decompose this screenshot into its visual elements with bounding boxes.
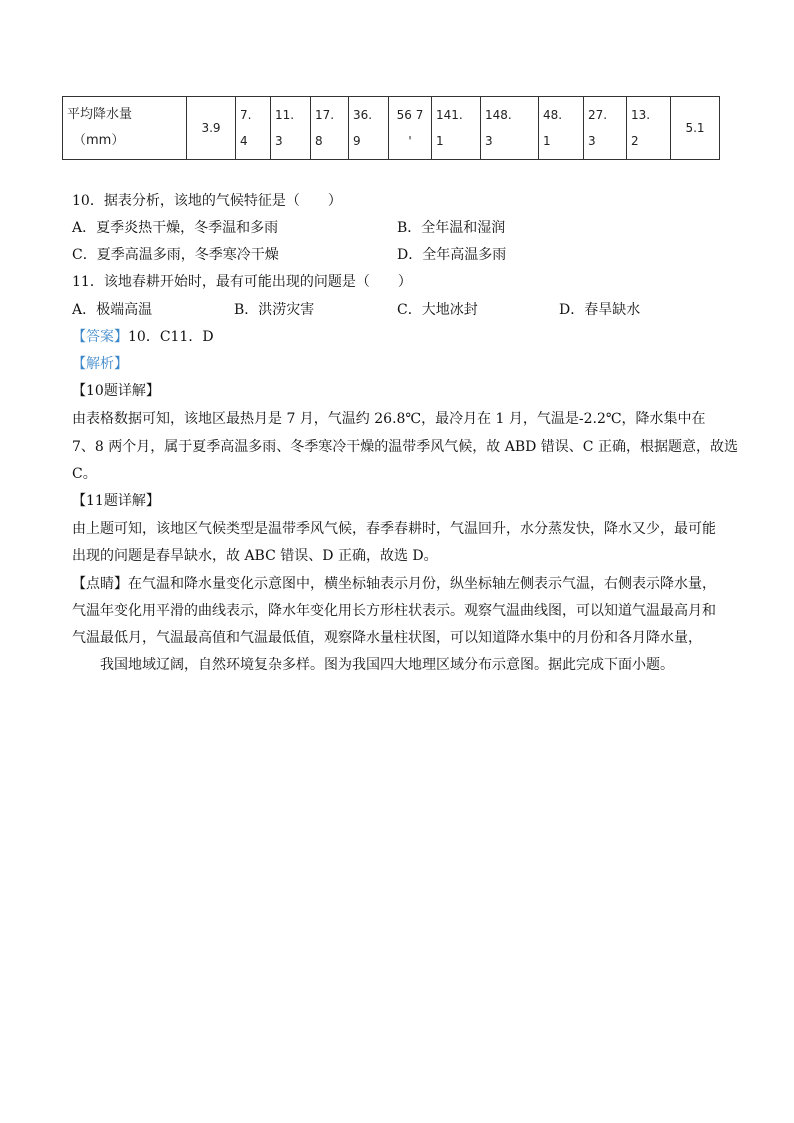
question-11-option-b: B．洪涝灾害 <box>234 302 315 318</box>
detail-11-line-1: 由上题可知，该地区气候类型是温带季风气候，春季春耕时，气温回升，水分蒸发快，降水又少，最可能 <box>72 521 716 537</box>
table-cell: 11. 3 <box>271 97 311 160</box>
detail-10-line-3: C。 <box>72 466 97 482</box>
table-cell: 5.1 <box>671 97 720 160</box>
detail-11-line-2: 出现的问题是春旱缺水，故 ABC 错误、D 正确，故选 D。 <box>72 548 438 564</box>
detail-10-line-2: 7、8 两个月，属于夏季高温多雨、冬季寒冷干燥的温带季风气候，故 ABD 错误、C 正确，根据题意，故选 <box>72 439 738 455</box>
detail-11-title: 【11题详解】 <box>72 493 160 509</box>
question-11-option-a: A．极端高温 <box>72 302 153 318</box>
tip-line-2: 气温年变化用平滑的曲线表示，降水年变化用长方形柱状表示。观察气温曲线图，可以知道气温最高月和 <box>72 603 716 619</box>
question-10-option-a: A．夏季炎热干燥，冬季温和多雨 <box>72 220 279 236</box>
answer-text: 10．C11．D <box>128 329 214 345</box>
question-11-option-c: C．大地冰封 <box>397 302 478 318</box>
table-cell: 3.9 <box>187 97 236 160</box>
tip-line-1 <box>72 573 716 593</box>
question-11: 11．该地春耕开始时，最有可能出现的问题是（ ） <box>72 274 412 290</box>
tip-tag: 【点睛】 <box>72 576 128 592</box>
table-cell: 48. 1 <box>539 97 584 160</box>
table-cell: 141. 1 <box>432 97 481 160</box>
table-cell: 148. 3 <box>481 97 539 160</box>
tip-line-3: 气温最低月，气温最高值和气温最低值，观察降水量柱状图，可以知道降水集中的月份和各月降水量， <box>72 630 702 646</box>
table-cell: 56 7 ' <box>389 97 432 160</box>
table-cell: 13. 2 <box>627 97 671 160</box>
table-cell: 17. 8 <box>311 97 349 160</box>
answer-line <box>72 326 214 346</box>
header-label: 平均降水量 <box>67 107 133 122</box>
answer-tag: 【答案】 <box>72 329 128 345</box>
question-10: 10．据表分析，该地的气候特征是（ ） <box>72 193 342 209</box>
table-row-header <box>63 97 187 160</box>
question-10-option-c: C．夏季高温多雨，冬季寒冷干燥 <box>72 247 279 263</box>
table-row <box>63 97 720 160</box>
table-cell: 36. 9 <box>349 97 389 160</box>
precipitation-table <box>62 96 720 160</box>
header-unit: （mm） <box>73 133 125 148</box>
question-10-option-d: D．全年高温多雨 <box>397 247 507 263</box>
detail-10-line-1: 由表格数据可知，该地区最热月是 7 月，气温约 26.8℃，最冷月在 1 月，气温是-2.2℃，降水集中在 <box>72 411 706 427</box>
tip-text-1: 在气温和降水量变化示意图中，横坐标轴表示月份，纵坐标轴左侧表示气温，右侧表示降水量， <box>128 576 716 592</box>
table-cell: 7. 4 <box>236 97 271 160</box>
table-cell: 27. 3 <box>584 97 627 160</box>
detail-10-title: 【10题详解】 <box>72 383 160 399</box>
question-10-option-b: B．全年温和湿润 <box>397 220 506 236</box>
question-11-option-d: D．春旱缺水 <box>559 302 641 318</box>
analysis-tag: 【解析】 <box>72 356 128 372</box>
intro-paragraph: 我国地域辽阔，自然环境复杂多样。图为我国四大地理区域分布示意图。据此完成下面小题。 <box>100 657 674 673</box>
